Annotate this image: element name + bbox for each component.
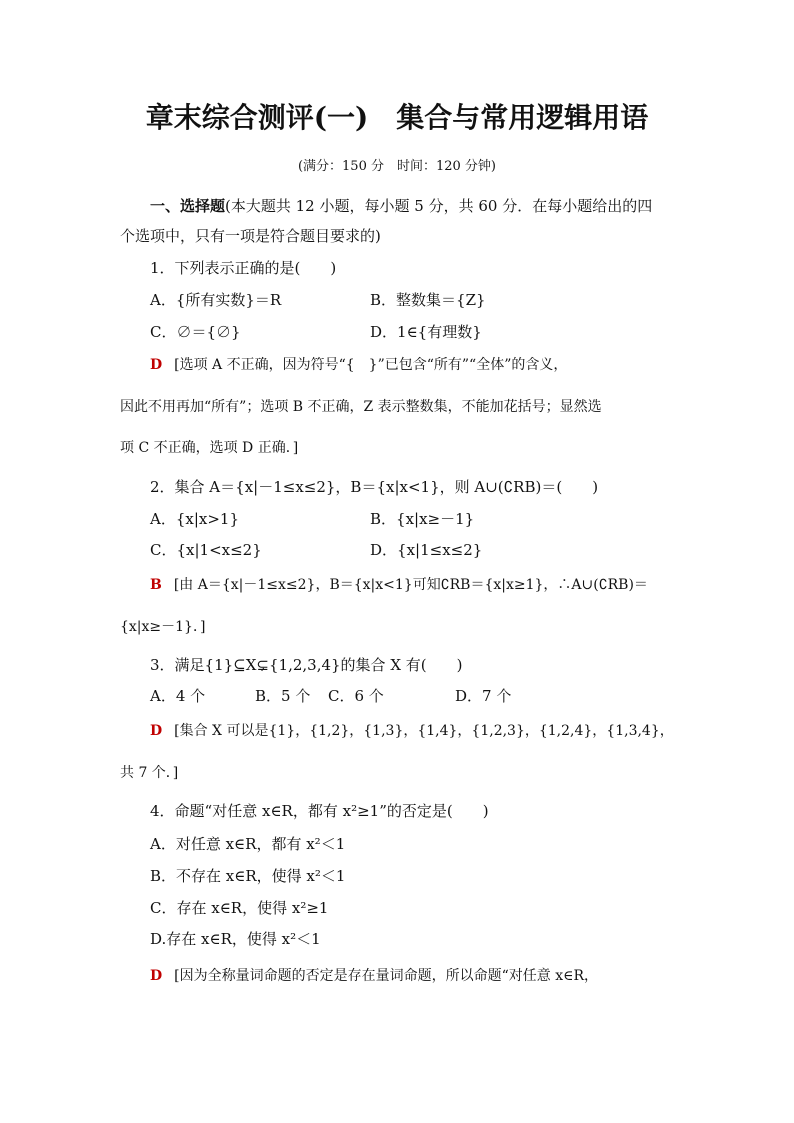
q2-option-c: C．{x|1<x≤2} xyxy=(150,541,262,559)
section-description: (本大题共 12 小题，每小题 5 分，共 60 分．在每小题给出的四 xyxy=(225,197,653,215)
q3-explanation-text: [集合 X 可以是{1}，{1,2}，{1,3}，{1,4}，{1,2,3}，{1,2,4}，{1,3,4}， xyxy=(174,723,674,739)
q4-option-c: C．存在 x∈R，使得 x²≥1 xyxy=(150,899,329,917)
q4-explanation-text: [因为全称量词命题的否定是存在量词命题，所以命题“对任意 x∈R， xyxy=(174,968,599,984)
q2-answer: B xyxy=(150,577,162,593)
q3-stem: 3．满足{1}⊆X⊊{1,2,3,4}的集合 X 有( ) xyxy=(150,656,463,674)
q2-explanation-text: [由 A＝{x|－1≤x≤2}，B＝{x|x<1}可知∁RB＝{x|x≥1}，∴A∪(∁RB)＝ xyxy=(173,577,648,593)
q3-option-c: C．6 个 xyxy=(328,687,384,705)
page-title: 章末综合测评(一) 集合与常用逻辑用语 xyxy=(145,101,649,134)
q1-option-d: D．1∈{有理数} xyxy=(370,323,482,341)
q3-option-d: D．7 个 xyxy=(455,687,512,705)
q1-option-a: A．{所有实数}＝R xyxy=(150,291,282,309)
q4-explanation xyxy=(150,966,598,986)
q1-option-b: B．整数集＝{Z} xyxy=(370,291,486,309)
section-label: 一、选择题 xyxy=(150,197,226,215)
q3-explanation xyxy=(150,721,674,741)
q2-explanation xyxy=(150,575,648,595)
q4-option-a: A．对任意 x∈R，都有 x²＜1 xyxy=(150,835,346,853)
q3-option-b: B．5 个 xyxy=(255,687,311,705)
section-header xyxy=(150,196,652,216)
q1-explanation-text: [选项 A 不正确，因为符号“{ }”已包含“所有”“全体”的含义， xyxy=(174,357,568,373)
q2-option-d: D．{x|1≤x≤2} xyxy=(370,541,483,559)
q2-option-a: A．{x|x>1} xyxy=(150,510,240,528)
exam-info: (满分：150 分 时间：120 分钟) xyxy=(297,159,497,174)
q1-stem: 1．下列表示正确的是( ) xyxy=(150,259,337,277)
q4-option-b: B．不存在 x∈R，使得 x²＜1 xyxy=(150,867,346,885)
q2-stem: 2．集合 A＝{x|－1≤x≤2}，B＝{x|x<1}，则 A∪(∁RB)＝( ) xyxy=(150,478,599,496)
section-description-cont: 个选项中，只有一项是符合题目要求的) xyxy=(120,227,381,245)
q1-explanation-line3: 项 C 不正确，选项 D 正确．] xyxy=(120,440,299,456)
q2-option-b: B．{x|x≥－1} xyxy=(370,510,475,528)
q1-explanation xyxy=(150,355,567,375)
q3-answer: D xyxy=(150,723,163,739)
q1-answer: D xyxy=(150,357,163,373)
q4-option-d: D.存在 x∈R，使得 x²＜1 xyxy=(150,930,321,948)
q1-option-c: C．∅＝{∅} xyxy=(150,323,241,341)
q4-stem: 4．命题“对任意 x∈R，都有 x²≥1”的否定是( ) xyxy=(150,802,489,820)
q1-explanation-line2: 因此不用再加“所有”；选项 B 不正确，Z 表示整数集，不能加花括号；显然选 xyxy=(120,399,602,415)
q2-explanation-line2: {x|x≥－1}．] xyxy=(120,619,206,635)
q3-explanation-line2: 共 7 个．] xyxy=(120,765,179,781)
q3-option-a: A．4 个 xyxy=(150,687,206,705)
q4-answer: D xyxy=(150,968,163,984)
